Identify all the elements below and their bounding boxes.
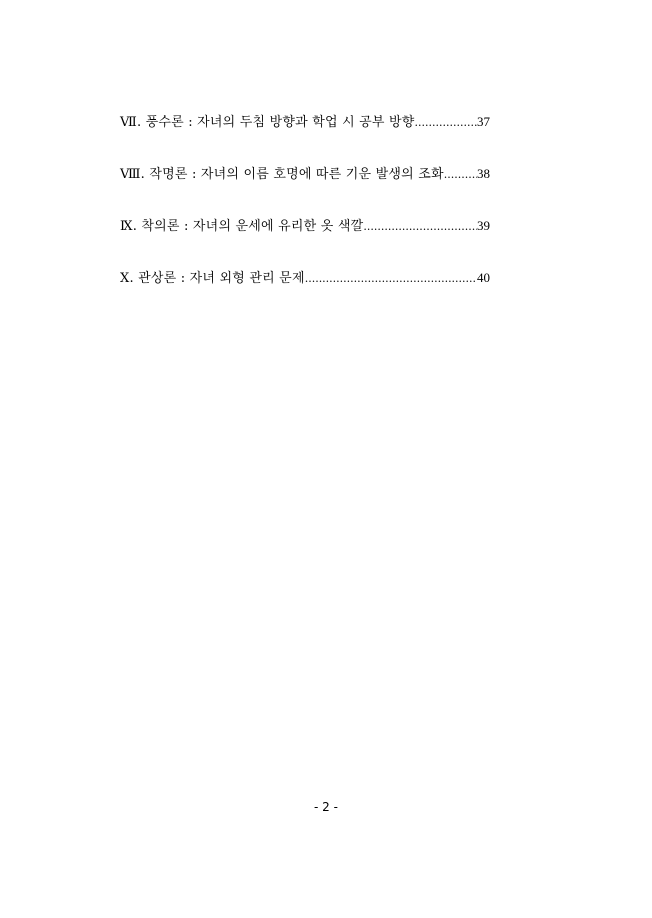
toc-entry-physiognomy[interactable] [120, 268, 490, 288]
toc-entry-title: Ⅶ. 풍수론 : 자녀의 두침 방향과 학업 시 공부 방향 [120, 115, 415, 130]
toc-page-number: 39 [477, 218, 490, 233]
toc-dot-leader [415, 113, 477, 133]
toc-entry-fengshui[interactable] [120, 112, 490, 132]
toc-dot-leader [444, 165, 477, 185]
page-number: - 2 - [314, 800, 338, 814]
toc-entry-title: Ⅹ. 관상론 : 자녀 외형 관리 문제 [120, 271, 305, 286]
toc-entry-naming[interactable] [120, 164, 490, 184]
toc-dot-leader [363, 217, 477, 237]
table-of-contents [120, 112, 490, 320]
toc-page-number: 38 [477, 166, 490, 181]
toc-page-number: 37 [477, 114, 490, 129]
toc-dot-leader [305, 269, 477, 289]
toc-entry-clothing[interactable] [120, 216, 490, 236]
toc-entry-title: Ⅸ. 착의론 : 자녀의 운세에 유리한 옷 색깔 [120, 219, 364, 234]
toc-entry-title: Ⅷ. 작명론 : 자녀의 이름 호명에 따른 기운 발생의 조화 [120, 167, 444, 182]
toc-page-number: 40 [477, 270, 490, 285]
